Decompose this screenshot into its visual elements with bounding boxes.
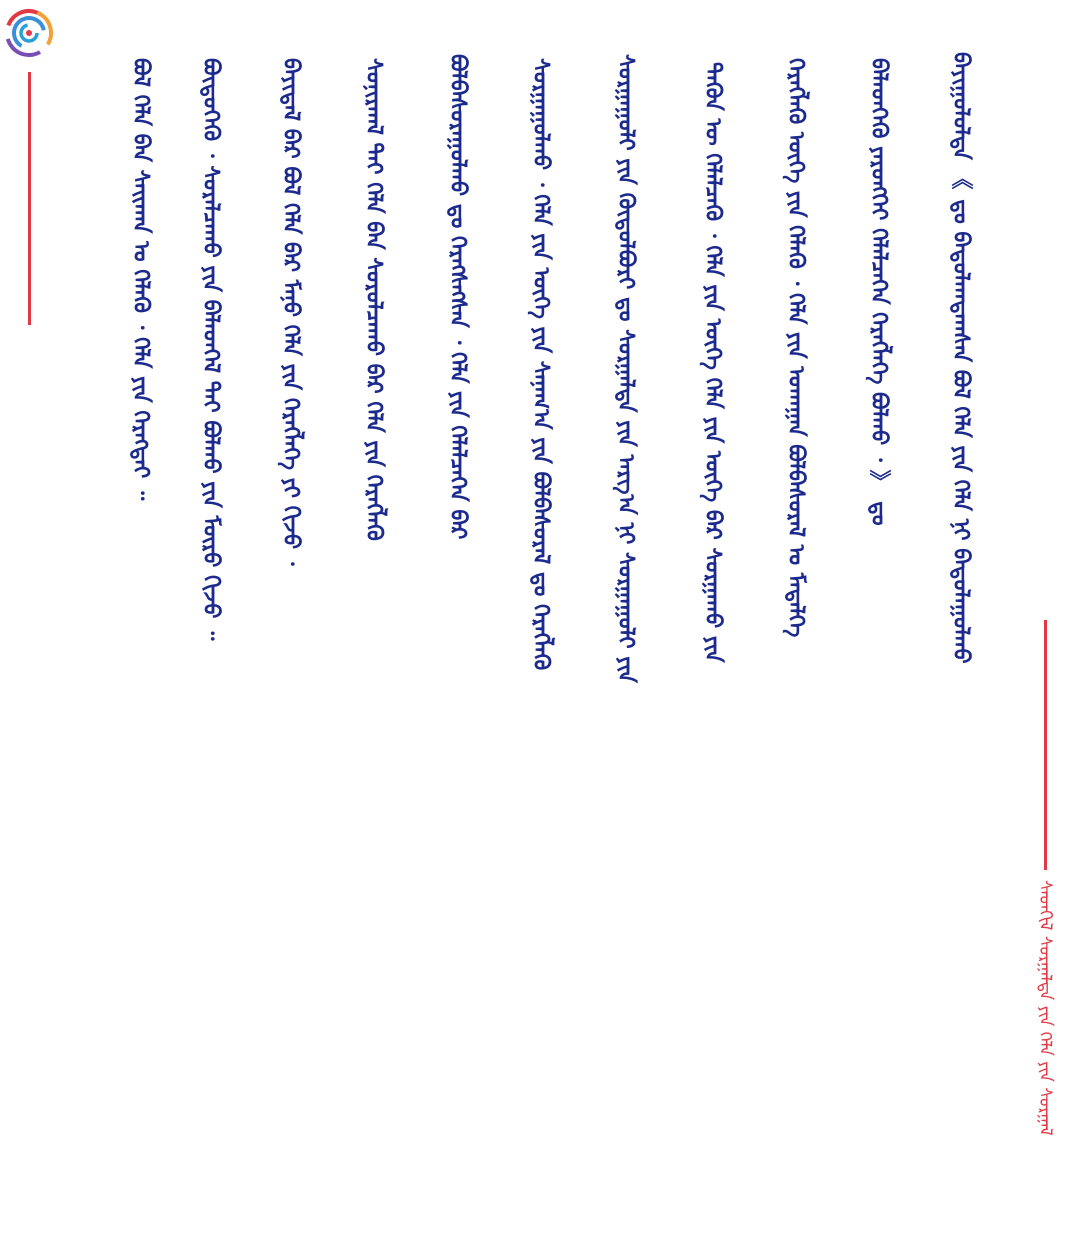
spiral-logo-icon	[4, 8, 54, 58]
left-divider-line	[28, 72, 31, 325]
text-column-3: ᠬᠡᠷᠡᠭᠯᠡᠬᠦ ᠦᠭᠡ ᠶᠢᠨ ᠬᠡᠯᠡᠬᠦ ᠂ ᠬᠡᠯᠡ ᠶᠢᠨ ᠤᠬᠠᠭᠠᠨ ᠪᠣᠯᠪᠠᠰᠤᠷᠠᠯ ᠤ ᠮᠡᠳᠡᠯᠭᠡ	[783, 58, 808, 638]
text-column-8: ᠰᠣᠨᠢᠷᠬᠠᠯ ᠲᠠᠶ ᠬᠡᠯᠡ ᠪᠠᠨ ᠰᠤᠷᠤᠯᠴᠠᠬᠤ ᠪᠡᠷ ᠬᠡᠯᠡ ᠶᠢᠨ ᠬᠡᠷᠡᠭᠯᠡᠬᠦ	[361, 58, 386, 541]
text-column-6: ᠰᠤᠷᠭᠠᠭᠤᠯᠬᠤ ᠂ ᠬᠡᠯᠡ ᠶᠢᠨ ᠦᠭᠡ ᠶᠢᠨ ᠰᠠᠨᠠᠭ᠎ᠠ ᠶᠢᠨ ᠪᠣᠯᠪᠠᠰᠤᠷᠠᠯ ᠳᠤ ᠬᠡᠷᠡᠭᠯᠡᠬᠦ	[528, 58, 553, 671]
text-column-11: ᠪᠣᠯ ᠬᠡᠯᠡ ᠪᠠᠨ ᠰᠠᠢᠬᠠᠨ ᠤ ᠬᠡᠯᠡᠬᠦ ᠂ ᠬᠡᠯᠡ ᠶᠢᠨ ᠬᠡᠷᠡᠭᠲᠡᠢ ᠃	[128, 58, 153, 501]
text-column-9: ᠪᠠᠶᠢᠳᠠᠯ ᠪᠡᠷ ᠪᠣᠯ ᠬᠡᠯᠡ ᠪᠡᠷ ᠮᠠᠨᠤ ᠬᠡᠯᠡ ᠶᠢᠨ ᠬᠡᠷᠡᠭᠯᠡᠭᠡ ᠶᠢ ᠬᠢᠵᠦ ᠂	[278, 58, 303, 566]
text-column-10: ᠪᠦᠲᠦᠭᠡᠬᠦ ᠂ ᠰᠤᠷᠠᠯᠴᠠᠬᠤ ᠶᠢᠨ ᠪᠡᠯᠡᠳᠬᠡᠯ ᠲᠡᠢ ᠪᠣᠯᠬᠤ ᠶᠢᠨ ᠮᠥᠷᠥ ᠬᠢᠵᠦ ᠃	[198, 58, 223, 641]
text-column-5: ᠰᠤᠷᠭᠠᠭᠤᠯᠢ ᠶᠢᠨ ᠬᠥᠲᠦᠯᠪᠦᠷᠢ ᠳᠤ ᠰᠤᠷᠭᠠᠯᠲᠠ ᠶᠢᠨ ᠠᠷᠭ᠎ᠠ ᠨᠢ ᠰᠤᠷᠭᠠᠭᠤᠯᠢ ᠶᠢᠨ	[613, 54, 638, 683]
text-column-2: ᠪᠡᠯᠡᠳᠬᠡᠬᠦ ᠶᠡᠷᠦᠩᠬᠡᠢ ᠬᠡᠯᠡᠯᠴᠡᠭᠡᠨ ᠬᠡᠷᠡᠭᠯᠡᠭᠡ ᠪᠣᠯᠬᠤ ᠂ 》 ᠳᠤ	[866, 58, 891, 526]
article-title: ᠰᠡᠳᠬᠢᠯ ᠰᠤᠷᠭᠠᠯᠲᠠ ᠶᠢᠨ ᠬᠡᠯᠡ ᠶᠢᠨ ᠰᠤᠷᠭᠠᠯ	[1035, 880, 1055, 1136]
text-column-7: ᠪᠣᠯᠪᠠᠰᠤᠷᠠᠭᠤᠯᠬᠤ ᠳᠤ ᠬᠡᠷᠡᠭᠰᠡᠭᠰᠡᠨ ᠂ ᠬᠡᠯᠡ ᠶᠢᠨ ᠬᠡᠯᠡᠯᠴᠡᠭᠡᠨ ᠪᠡᠷ	[445, 54, 470, 540]
text-column-4: ᠲᠡᠭᠦᠨ ᠦ ᠬᠡᠯᠡᠯᠴᠡᠬᠦ ᠂ ᠬᠡᠯᠡ ᠶᠢᠨ ᠦᠭᠡ ᠬᠡᠯᠡ ᠶᠢᠨ ᠦᠭᠡ ᠪᠡᠷ ᠰᠤᠷᠭᠠᠬᠤ ᠶᠢᠨ	[700, 62, 725, 663]
right-divider-line	[1044, 620, 1047, 870]
text-column-1: ᠪᠠᠶᠢᠭᠤᠯᠤᠯᠲᠠ 《 ᠳᠤ ᠪᠠᠲᠤᠯᠠᠭᠳᠠᠭᠰᠠᠨ ᠪᠣᠯ ᠬᠡᠯᠡ ᠶᠢᠨ ᠬᠡᠯᠡ ᠨᠢ ᠪᠠᠲᠤᠯᠠᠭᠤᠯᠬᠤ	[948, 52, 973, 664]
